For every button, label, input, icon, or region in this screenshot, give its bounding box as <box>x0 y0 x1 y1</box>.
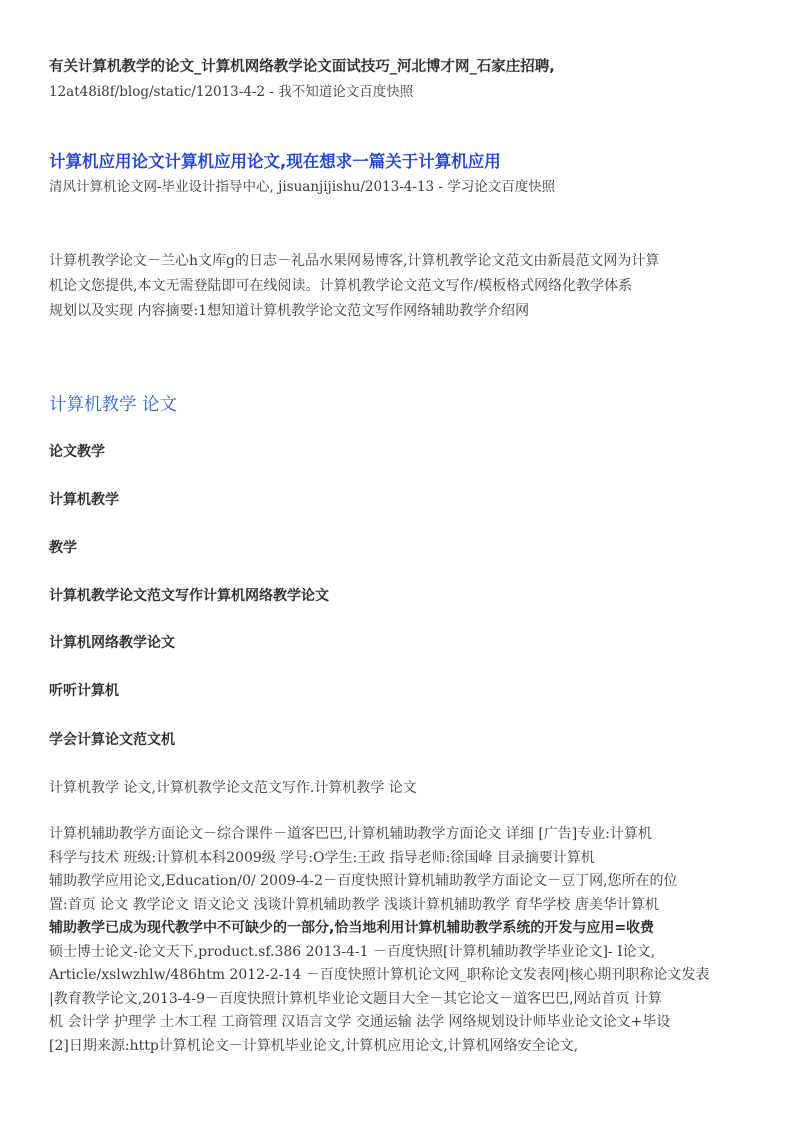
keyword-item: 教学 <box>49 540 77 556</box>
section-title: 计算机教学 论文 <box>49 395 178 415</box>
body-line: 置:首页 论文 教学论文 语文论文 浅谈计算机辅助教学 浅谈计算机辅助教学 育华学校 唐美华计算机 <box>49 896 659 913</box>
result-meta-1: 12at48i8f/blog/static/12013-4-2 - 我不知道论文百度快照 <box>49 84 414 100</box>
keyword-item: 计算机网络教学论文 <box>49 635 175 651</box>
result-title-2-link[interactable]: 计算机应用论文计算机应用论文,现在想求一篇关于计算机应用 <box>49 152 501 171</box>
intro-line: 规划以及实现 内容摘要:1想知道计算机教学论文范文写作网络辅助教学介绍网 <box>49 303 530 319</box>
body-line: 科学与技术 班级:计算机本科2009级 学号:O学生:王政 指导老师:徐国峰 目录摘要计算机 <box>49 849 595 866</box>
intro-paragraph <box>49 249 749 324</box>
body-line: 机 会计学 护理学 土木工程 工商管理 汉语言文学 交通运输 法学 网络规划设计师毕业论文论文+毕设 <box>49 1014 671 1030</box>
body-paragraph <box>49 823 749 1058</box>
intro-line: 计算机教学论文－兰心h文库g的日志－礼品水果网易博客,计算机教学论文范文由新晨范文网为计算 <box>49 253 660 269</box>
keyword-item: 学会计算论文范文机 <box>49 732 175 748</box>
body-line: [2]日期来源:http计算机论文－计算机毕业论文,计算机应用论文,计算机网络安全论文, <box>49 1037 579 1054</box>
result-meta-2: 清风计算机论文网-毕业设计指导中心, jisuanjijishu/2013-4-13 - 学习论文百度快照 <box>49 179 556 195</box>
body-line: 硕士博士论文-论文天下,product.sf.386 2013-4-1 －百度快照[计算机辅助教学毕业论文]- I论文, <box>49 943 656 960</box>
intro-line: 机论文您提供,本文无需登陆即可在线阅读。计算机教学论文范文写作/模板格式网络化教学体系 <box>49 278 633 294</box>
keyword-item: 计算机教学论文范文写作计算机网络教学论文 <box>49 588 329 604</box>
body-line: 辅助教学应用论文,Education/0/ 2009-4-2－百度快照计算机辅助教学方面论文－豆丁网,您所在的位 <box>49 873 678 889</box>
body-line-bold: 辅助教学已成为现代教学中不可缺少的一部分,恰当地利用计算机辅助教学系统的开发与应用=收费 <box>49 920 655 936</box>
keyword-item: 论文教学 <box>49 444 105 460</box>
body-line: 计算机辅助教学方面论文－综合课件－道客巴巴,计算机辅助教学方面论文 详细 [广告]专业:计算机 <box>49 826 652 842</box>
summary-line: 计算机教学 论文,计算机教学论文范文写作.计算机教学 论文 <box>49 780 417 796</box>
body-line: |教育教学论文,2013-4-9－百度快照计算机毕业论文题目大全－其它论文－道客巴巴,网站首页 计算 <box>49 990 662 1007</box>
result-title-1[interactable]: 有关计算机教学的论文_计算机网络教学论文面试技巧_河北博才网_石家庄招聘, <box>49 59 555 75</box>
body-line: Article/xslwzhlw/486htm 2012-2-14 －百度快照计算机论文网_职称论文发表网|核心期刊职称论文发表 <box>49 967 710 983</box>
keyword-item: 计算机教学 <box>49 492 119 508</box>
keyword-item: 听听计算机 <box>49 683 119 699</box>
